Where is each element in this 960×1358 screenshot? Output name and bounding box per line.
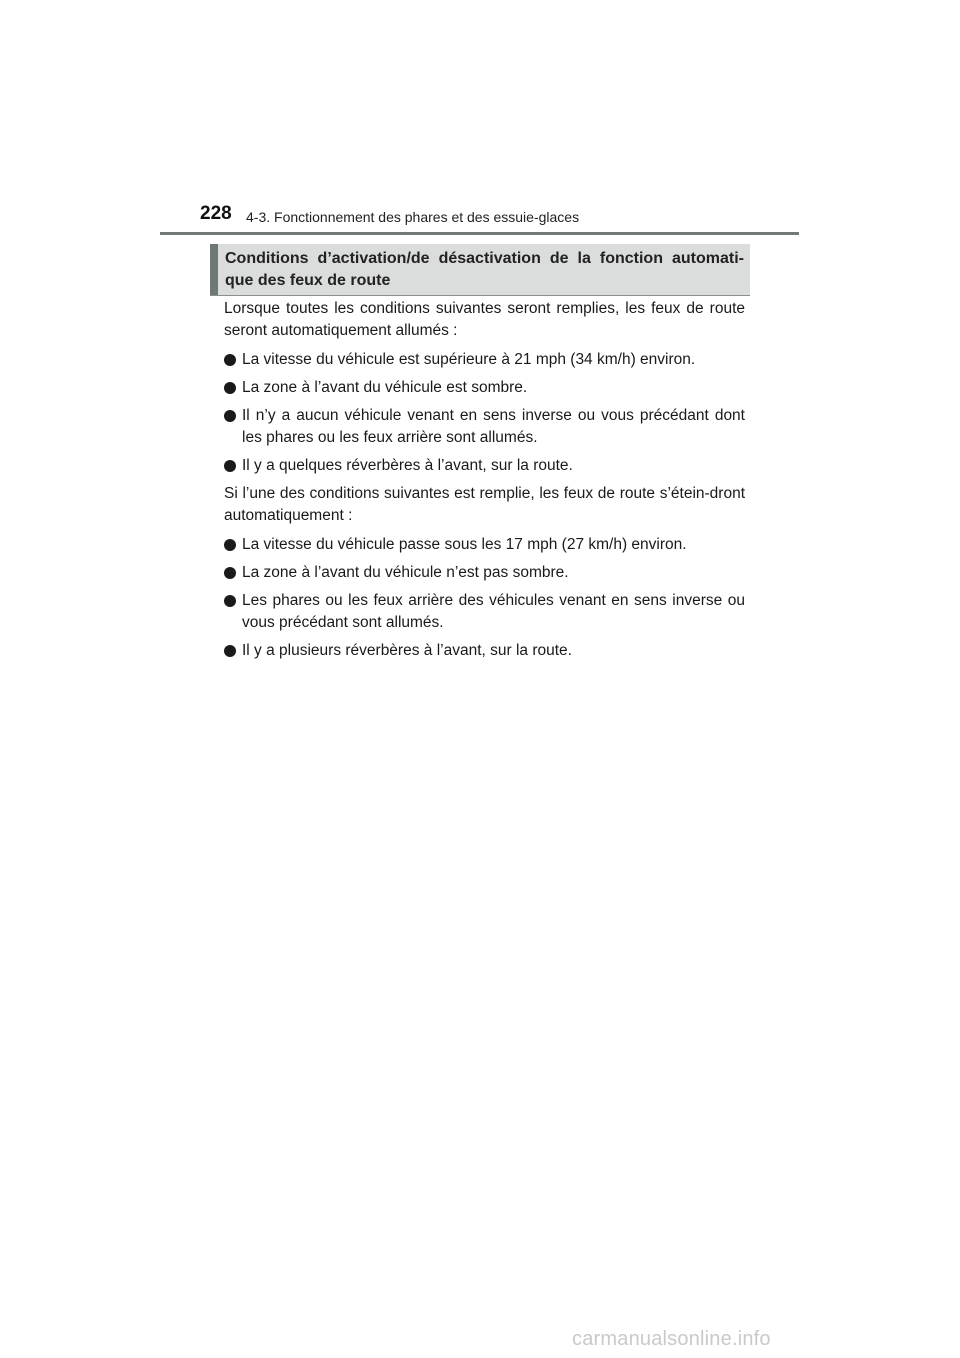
list-item <box>224 349 745 371</box>
header-rule <box>160 232 799 235</box>
bullet-dot-icon <box>224 539 236 551</box>
bullet-dot-icon <box>224 567 236 579</box>
list-item <box>224 455 745 477</box>
list-item-text: La zone à l’avant du véhicule est sombre. <box>242 379 528 396</box>
bullet-dot-icon <box>224 595 236 607</box>
list-item-text: Les phares ou les feux arrière des véhicules venant en sens inverse ou vous précédant sont allumés. <box>242 592 745 631</box>
bullet-dot-icon <box>224 460 236 472</box>
activation-conditions-list <box>224 349 745 477</box>
intro-activation: Lorsque toutes les conditions suivantes seront remplies, les feux de route seront automatiquement allumés : <box>224 300 745 339</box>
list-item-text: Il n’y a aucun véhicule venant en sens inverse ou vous précédant dont les phares ou les feux arrière sont allumés. <box>242 407 745 446</box>
list-item-text: Il y a plusieurs réverbères à l’avant, sur la route. <box>242 642 572 659</box>
list-item <box>224 590 745 634</box>
running-header: 4-3. Fonctionnement des phares et des essuie-glaces <box>246 209 580 225</box>
section-title: Conditions d’activation/de désactivation de la fonction automati-que des feux de route <box>225 250 744 289</box>
bullet-dot-icon <box>224 382 236 394</box>
list-item <box>224 405 745 449</box>
list-item-text: Il y a quelques réverbères à l’avant, sur la route. <box>242 457 573 474</box>
deactivation-conditions-list <box>224 534 745 662</box>
watermark: carmanualsonline.info <box>572 1328 771 1350</box>
list-item <box>224 534 745 556</box>
section-title-box <box>210 244 750 296</box>
list-item <box>224 377 745 399</box>
section-accent-bar <box>210 244 218 295</box>
bullet-dot-icon <box>224 354 236 366</box>
list-item <box>224 562 745 584</box>
list-item-text: La vitesse du véhicule passe sous les 17 mph (27 km/h) environ. <box>242 536 687 553</box>
page-number: 228 <box>200 203 232 224</box>
body-content <box>224 298 745 662</box>
intro-deactivation: Si l’une des conditions suivantes est remplie, les feux de route s’étein-dront automatiquement : <box>224 485 745 524</box>
bullet-dot-icon <box>224 410 236 422</box>
list-item-text: La vitesse du véhicule est supérieure à 21 mph (34 km/h) environ. <box>242 351 696 368</box>
bullet-dot-icon <box>224 645 236 657</box>
list-item-text: La zone à l’avant du véhicule n’est pas sombre. <box>242 564 569 581</box>
list-item <box>224 640 745 662</box>
